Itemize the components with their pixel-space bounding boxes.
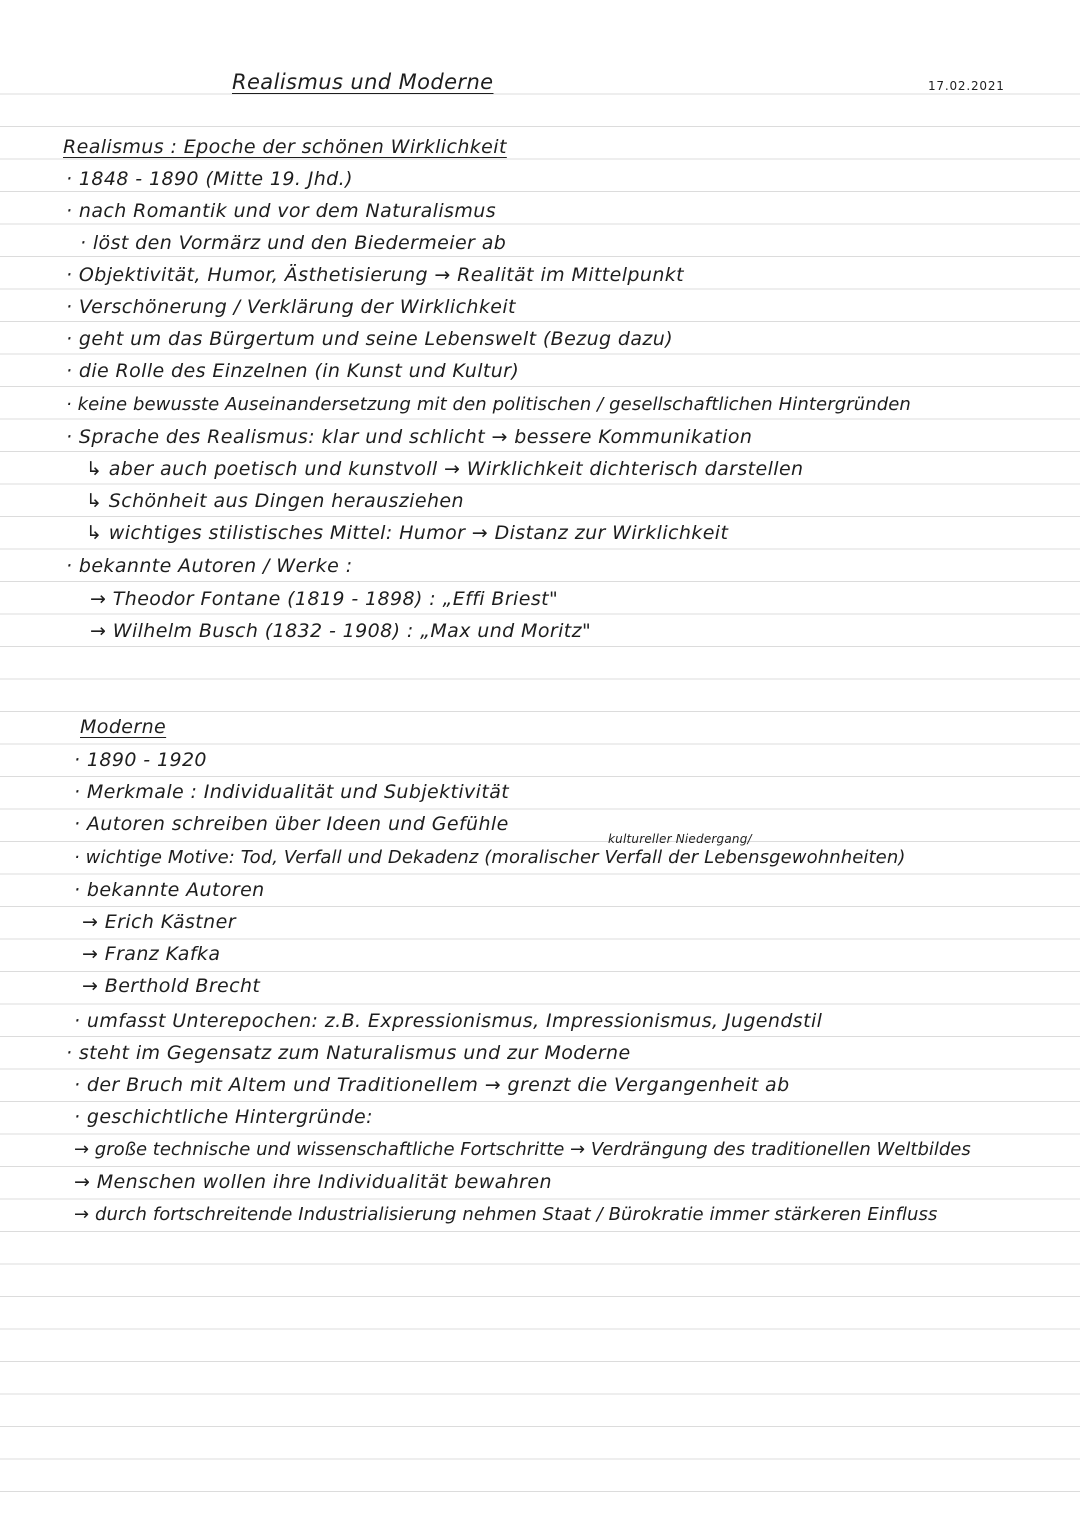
realismus-line: · Sprache des Realismus: klar und schlicht → bessere Kommunikation [66, 426, 753, 448]
realismus-line: · geht um das Bürgertum und seine Lebenswelt (Bezug dazu) [66, 328, 674, 350]
realismus-line: · bekannte Autoren / Werke : [66, 555, 353, 577]
moderne-line: → große technische und wissenschaftliche Fortschritte → Verdrängung des traditionellen Weltbildes [74, 1139, 971, 1160]
moderne-line: · bekannte Autoren [74, 879, 265, 901]
moderne-annotation: kultureller Niedergang/ [608, 832, 752, 846]
moderne-line: · der Bruch mit Altem und Traditionellem → grenzt die Vergangenheit ab [74, 1074, 790, 1096]
realismus-line: ↳ wichtiges stilistisches Mittel: Humor → Distanz zur Wirklichkeit [86, 522, 729, 544]
moderne-line: · Merkmale : Individualität und Subjektivität [74, 781, 510, 803]
realismus-line: ↳ aber auch poetisch und kunstvoll → Wirklichkeit dichterisch darstellen [86, 458, 804, 480]
moderne-line: → Franz Kafka [82, 943, 221, 965]
realismus-line: ↳ Schönheit aus Dingen herausziehen [86, 490, 464, 512]
realismus-line: · die Rolle des Einzelnen (in Kunst und Kultur) [66, 360, 520, 382]
moderne-line: → durch fortschreitende Industrialisierung nehmen Staat / Bürokratie immer stärkeren Einfluss [74, 1204, 938, 1225]
page-date: 17.02.2021 [928, 79, 1005, 93]
moderne-line: → Berthold Brecht [82, 975, 261, 997]
realismus-line: → Wilhelm Busch (1832 - 1908) : „Max und Moritz" [90, 620, 592, 642]
realismus-heading: Realismus : Epoche der schönen Wirklichkeit [63, 136, 507, 158]
moderne-line: → Menschen wollen ihre Individualität bewahren [74, 1171, 552, 1193]
moderne-line: · geschichtliche Hintergründe: [74, 1106, 373, 1128]
moderne-heading: Moderne [80, 716, 167, 738]
moderne-line: · wichtige Motive: Tod, Verfall und Dekadenz (moralischer Verfall der Lebensgewohnheiten) [74, 847, 906, 868]
realismus-line: · keine bewusste Auseinandersetzung mit den politischen / gesellschaftlichen Hintergründen [66, 394, 911, 415]
realismus-line: · 1848 - 1890 (Mitte 19. Jhd.) [66, 168, 353, 190]
moderne-line: · 1890 - 1920 [74, 749, 207, 771]
realismus-line: · Verschönerung / Verklärung der Wirklichkeit [66, 296, 516, 318]
page-title: Realismus und Moderne [232, 70, 494, 94]
moderne-line: → Erich Kästner [82, 911, 236, 933]
realismus-line: → Theodor Fontane (1819 - 1898) : „Effi Briest" [90, 588, 559, 610]
moderne-line: · umfasst Unterepochen: z.B. Expressionismus, Impressionismus, Jugendstil [74, 1010, 823, 1032]
realismus-line: · Objektivität, Humor, Ästhetisierung → Realität im Mittelpunkt [66, 264, 685, 286]
realismus-line: · nach Romantik und vor dem Naturalismus [66, 200, 496, 222]
moderne-line: · steht im Gegensatz zum Naturalismus und zur Moderne [66, 1042, 631, 1064]
realismus-line: · löst den Vormärz und den Biedermeier ab [80, 232, 507, 254]
moderne-line: · Autoren schreiben über Ideen und Gefühle [74, 813, 509, 835]
